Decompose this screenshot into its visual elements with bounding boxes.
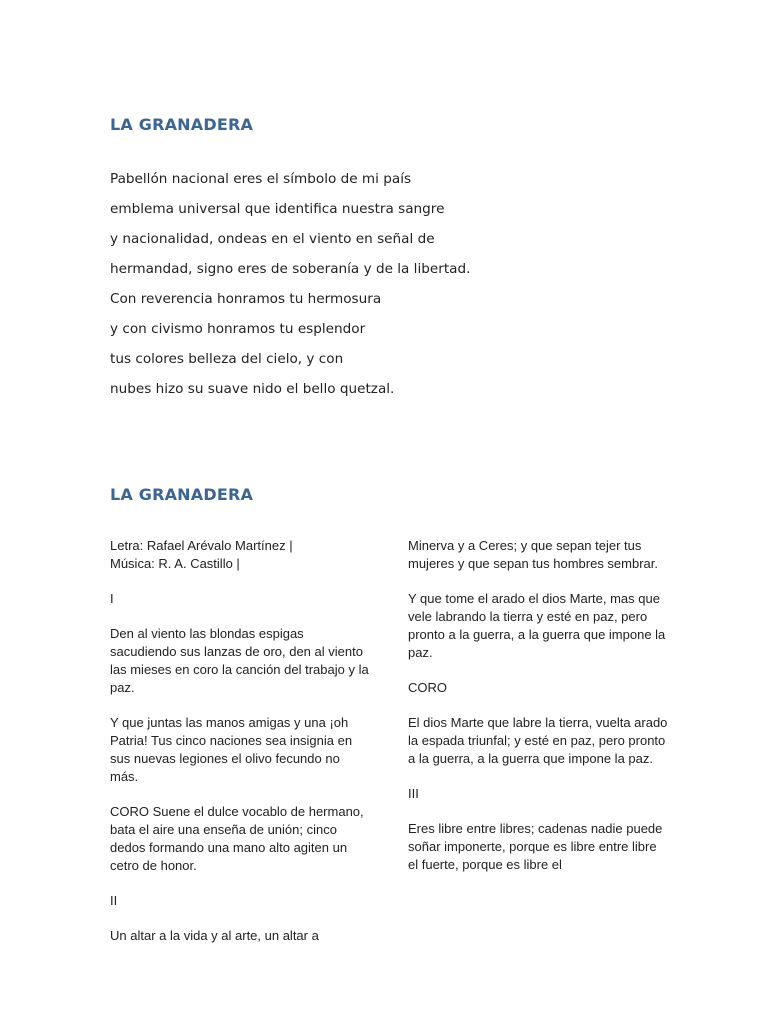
stanza-number: III: [408, 786, 419, 801]
lyrics-left-column: [110, 537, 370, 962]
lyrics-credit: Letra: Rafael Arévalo Martínez |: [110, 538, 293, 553]
poem-line: tus colores belleza del cielo, y con: [110, 351, 344, 367]
poem-line: Con reverencia honramos tu hermosura: [110, 291, 382, 307]
chorus-label: CORO: [408, 680, 447, 695]
stanza: Eres libre entre libres; cadenas nadie puede soñar imponerte, porque es libre entre libre el fuerte, porque es libre el: [408, 821, 663, 872]
poem-line: y nacionalidad, ondeas en el viento en señal de: [110, 231, 435, 247]
stanza: Minerva y a Ceres; y que sepan tejer tus mujeres y que sepan tus hombres sembrar.: [408, 538, 659, 571]
stanza: Y que tome el arado el dios Marte, mas que vele labrando la tierra y esté en paz, pero pronto a la guerra, a la guerra que impone la paz.: [408, 591, 666, 660]
stanza: Den al viento las blondas espigas sacudiendo sus lanzas de oro, den al viento las mieses en coro la canción del trabajo y la paz.: [110, 626, 369, 695]
poem-line: emblema universal que identifica nuestra sangre: [110, 201, 445, 217]
poem-line: nubes hizo su suave nido el bello quetzal.: [110, 381, 395, 397]
lyrics-right-column: [408, 537, 668, 891]
stanza: Y que juntas las manos amigas y una ¡oh Patria! Tus cinco naciones sea insignia en sus nuevas legiones el olivo fecundo no más.: [110, 715, 353, 784]
credits: [110, 537, 370, 573]
music-credit: Música: R. A. Castillo |: [110, 556, 240, 571]
section-title: LA GRANADERA: [110, 485, 254, 504]
page-title: LA GRANADERA: [110, 115, 254, 134]
stanza: Un altar a la vida y al arte, un altar a: [110, 928, 319, 943]
stanza-number: I: [110, 591, 114, 606]
chorus: El dios Marte que labre la tierra, vuelta arado la espada triunfal; y esté en paz, pero pronto a la guerra, a la guerra que impone la paz.: [408, 715, 668, 766]
poem-body: [110, 164, 470, 404]
poem-line: Pabellón nacional eres el símbolo de mi país: [110, 171, 412, 187]
poem-line: y con civismo honramos tu esplendor: [110, 321, 366, 337]
stanza-number: II: [110, 893, 118, 908]
chorus: CORO Suene el dulce vocablo de hermano, bata el aire una enseña de unión; cinco dedos formando una mano alto agiten un cetro de honor.: [110, 804, 364, 873]
poem-line: hermandad, signo eres de soberanía y de la libertad.: [110, 261, 471, 277]
